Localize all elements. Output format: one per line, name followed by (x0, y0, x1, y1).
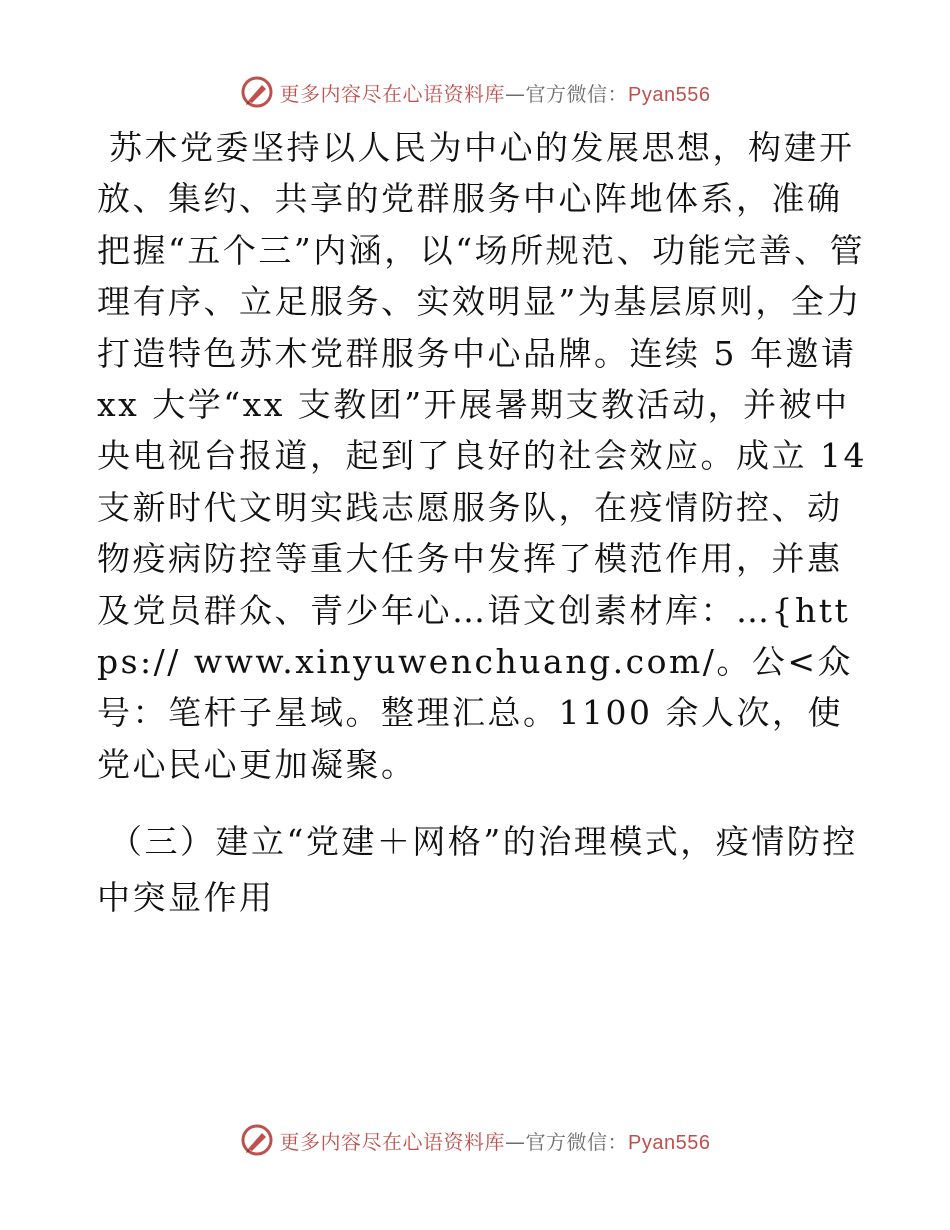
watermark-main: 更多内容尽在心语资料库 (279, 1129, 506, 1154)
watermark-text (280, 1126, 711, 1155)
watermark-code: Pyan556 (628, 83, 711, 106)
watermark-main: 更多内容尽在心语资料库 (279, 81, 506, 106)
watermark-code: Pyan556 (628, 1131, 711, 1154)
body-paragraph: 苏木党委坚持以人民为中心的发展思想，构建开放、集约、共享的党群服务中心阵地体系，准确把握“五个三”内涵，以“场所规范、功能完善、管理有序、立足服务、实效明显”为基层原则，全力打造特色苏木党群服务中心品牌。连续 5 年邀请 xx 大学“xx 支教团”开展暑期支教活动，并被中央电视台报道，起到了良好的社会效应。成立 14 支新时代文明实践志愿服务队，在疫情防控、动物疫病防控等重大任务中发挥了模范作用，并惠及党员群众、青少年心…语文创素材库：…{https:// www.xinyuwenchuang.com/。公<众号：笔杆子星域。整理汇总。1100 余人次，使党心民心更加凝聚。 (97, 128, 867, 784)
pen-logo-icon (240, 1123, 274, 1157)
pen-logo-icon (240, 75, 274, 109)
header-watermark (0, 72, 950, 112)
watermark-tail: —官方微信： (505, 81, 629, 106)
footer-watermark (0, 1120, 950, 1160)
document-body (97, 122, 867, 926)
section-heading: （三）建立“党建＋网格”的治理模式，疫情防控中突显作用 (97, 822, 858, 918)
watermark-tail: —官方微信： (505, 1129, 629, 1154)
watermark-text (280, 78, 711, 107)
